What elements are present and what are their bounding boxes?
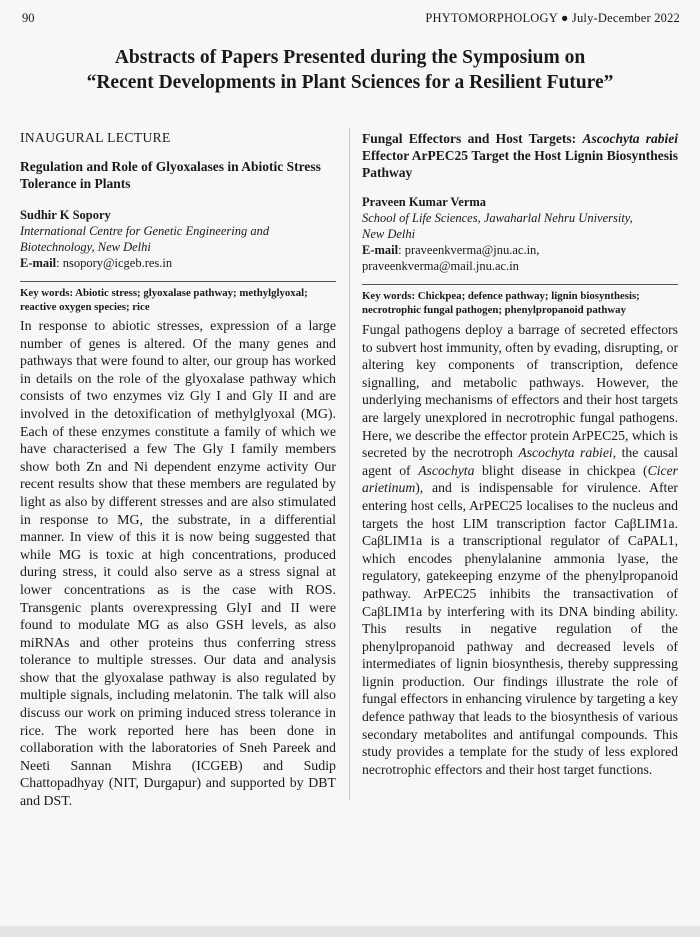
email-address: : praveenkverma@jnu.ac.in, praveenkverma@mail.jnu.ac.in [362,243,540,273]
abstract-body [362,321,678,778]
body-text-part: blight disease in chickpea ( [474,462,648,478]
page-title [40,45,660,95]
affiliation-line: International Centre for Genetic Engineering and [20,224,270,238]
species-name: Ascochyta [418,462,475,478]
body-text-part: Fungal pathogens deploy a barrage of secreted effectors to subvert host immunity, often by evading, disrupting, or altering key components of transcription, defence signalling, and metabolic pathways. However, the underlying mechanisms of effectors and their host targets are largely unexplored in necrotrophic fungal pathogens. Here, we describe the effector protein ArPEC25, which is secreted by the necrotroph [362,322,678,461]
affiliation-line: Biotechnology, New Delhi [20,240,151,254]
column-divider [349,128,350,800]
author-name: Praveen Kumar Verma [362,195,487,209]
email-address: : nsopory@icgeb.res.in [56,256,173,270]
page-number: 90 [22,11,35,25]
right-column [362,127,678,778]
keywords: Key words: Chickpea; defence pathway; lignin biosynthesis; necrotrophic fungal pathogen; phenylpropanoid pathway [362,290,640,316]
abstract-title [362,130,678,181]
keywords: Key words: Abiotic stress; glyoxalase pathway; methylglyoxal; reactive oxygen species; rice [20,287,308,313]
abstract-body: In response to abiotic stresses, expression of a large number of genes is altered. Of the many genes and pathways that were found to alter, our group has worked in details on the role of the glyoxalase pathway which consists of two enzymes viz Gly I and Gly II and are involved in the detoxification of methylglyoxal (MG). Each of these enzymes constitute a family of which we have characterised a few The Gly I family members show both Zn and Ni dependent enzyme activity Our recent results show that these members are regulated by light as also by different stresses and are also stimulated in response to MG, the substrate, in a differential manner. In view of this it is now being suggested that while MG is toxic at high concentrations, produced during stress, it could also serve as a stress signal at lower concentrations as is the case with ROS. Transgenic plants overexpressing GlyI and II were found to modulate MG as also GSH levels, as also miRNAs and other proteins thus conferring stress tolerance to multiple stresses. Our data and analysis show that the glyoxalase pathway is also regulated by multiple signals, including melatonin. The talk will also discuss our work on priming induced stress tolerance in rice. The work reported here has been done in collaboration with the laboratories of Sneh Pareek and Neeti Sannan Mishra (ICGEB) and Sudip Chattopadhyay (NIT, Durgapur) and supported by DBT and DST. [20,319,336,810]
title-line-1: Abstracts of Papers Presented during the Symposium on [114,47,586,68]
author-name: Sudhir K Sopory [20,208,111,222]
title-part: Effector ArPEC25 Target the Host Lignin Biosynthesis Pathway [362,148,678,180]
title-line-2: “Recent Developments in Plant Sciences for a Resilient Future” [86,72,614,93]
species-name: Ascochyta rabiei [518,445,613,461]
running-head: PHYTOMORPHOLOGY ● July-December 2022 [425,11,680,25]
email-label: E-mail [20,256,57,270]
email-line [362,242,678,274]
affiliation-line: School of Life Sciences, Jawaharlal Nehru University, [362,211,633,225]
separator-rule [20,281,336,282]
section-label: INAUGURAL LECTURE [20,130,171,145]
email-line [20,255,336,271]
title-part: Fungal Effectors and Host Targets: [362,131,583,146]
species-name: Cicer arietinum [362,462,678,496]
page-bottom-edge [0,926,700,937]
affiliation-line: New Delhi [362,227,416,241]
email-label: E-mail [362,243,399,257]
abstract-title: Regulation and Role of Glyoxalases in Abiotic Stress Tolerance in Plants [20,159,321,191]
left-column [20,127,336,811]
title-species: Ascochyta rabiei [582,131,679,146]
separator-rule [362,284,678,285]
body-text-part: , the causal agent of [362,445,678,478]
body-text-part: ), and is indispensable for virulence. After entering host cells, ArPEC25 localises to the nucleus and targets the host LIM transcription factor CaβLIM1a. CaβLIM1a is a transcriptional regulator of CaPAL1, which encodes phenylalanine ammonia lyase, the regulatory, gatekeeping enzyme of the phenylpropanoid pathway. ArPEC25 inhibits the transactivation of CaβLIM1a by interfering with its DNA binding ability. This results in negative regulation of the phenylpropanoid pathway and decreased levels of intermediates of lignin biosynthesis, thereby suppressing lignin production. Our findings illustrate the role of fungal effectors in enhancing virulence by targeting a key defence pathway that leads to the biosynthesis of various secondary metabolites and antifungal compounds. This study provides a template for the study of less explored necrotrophic effectors and their host target functions. [362,480,678,777]
